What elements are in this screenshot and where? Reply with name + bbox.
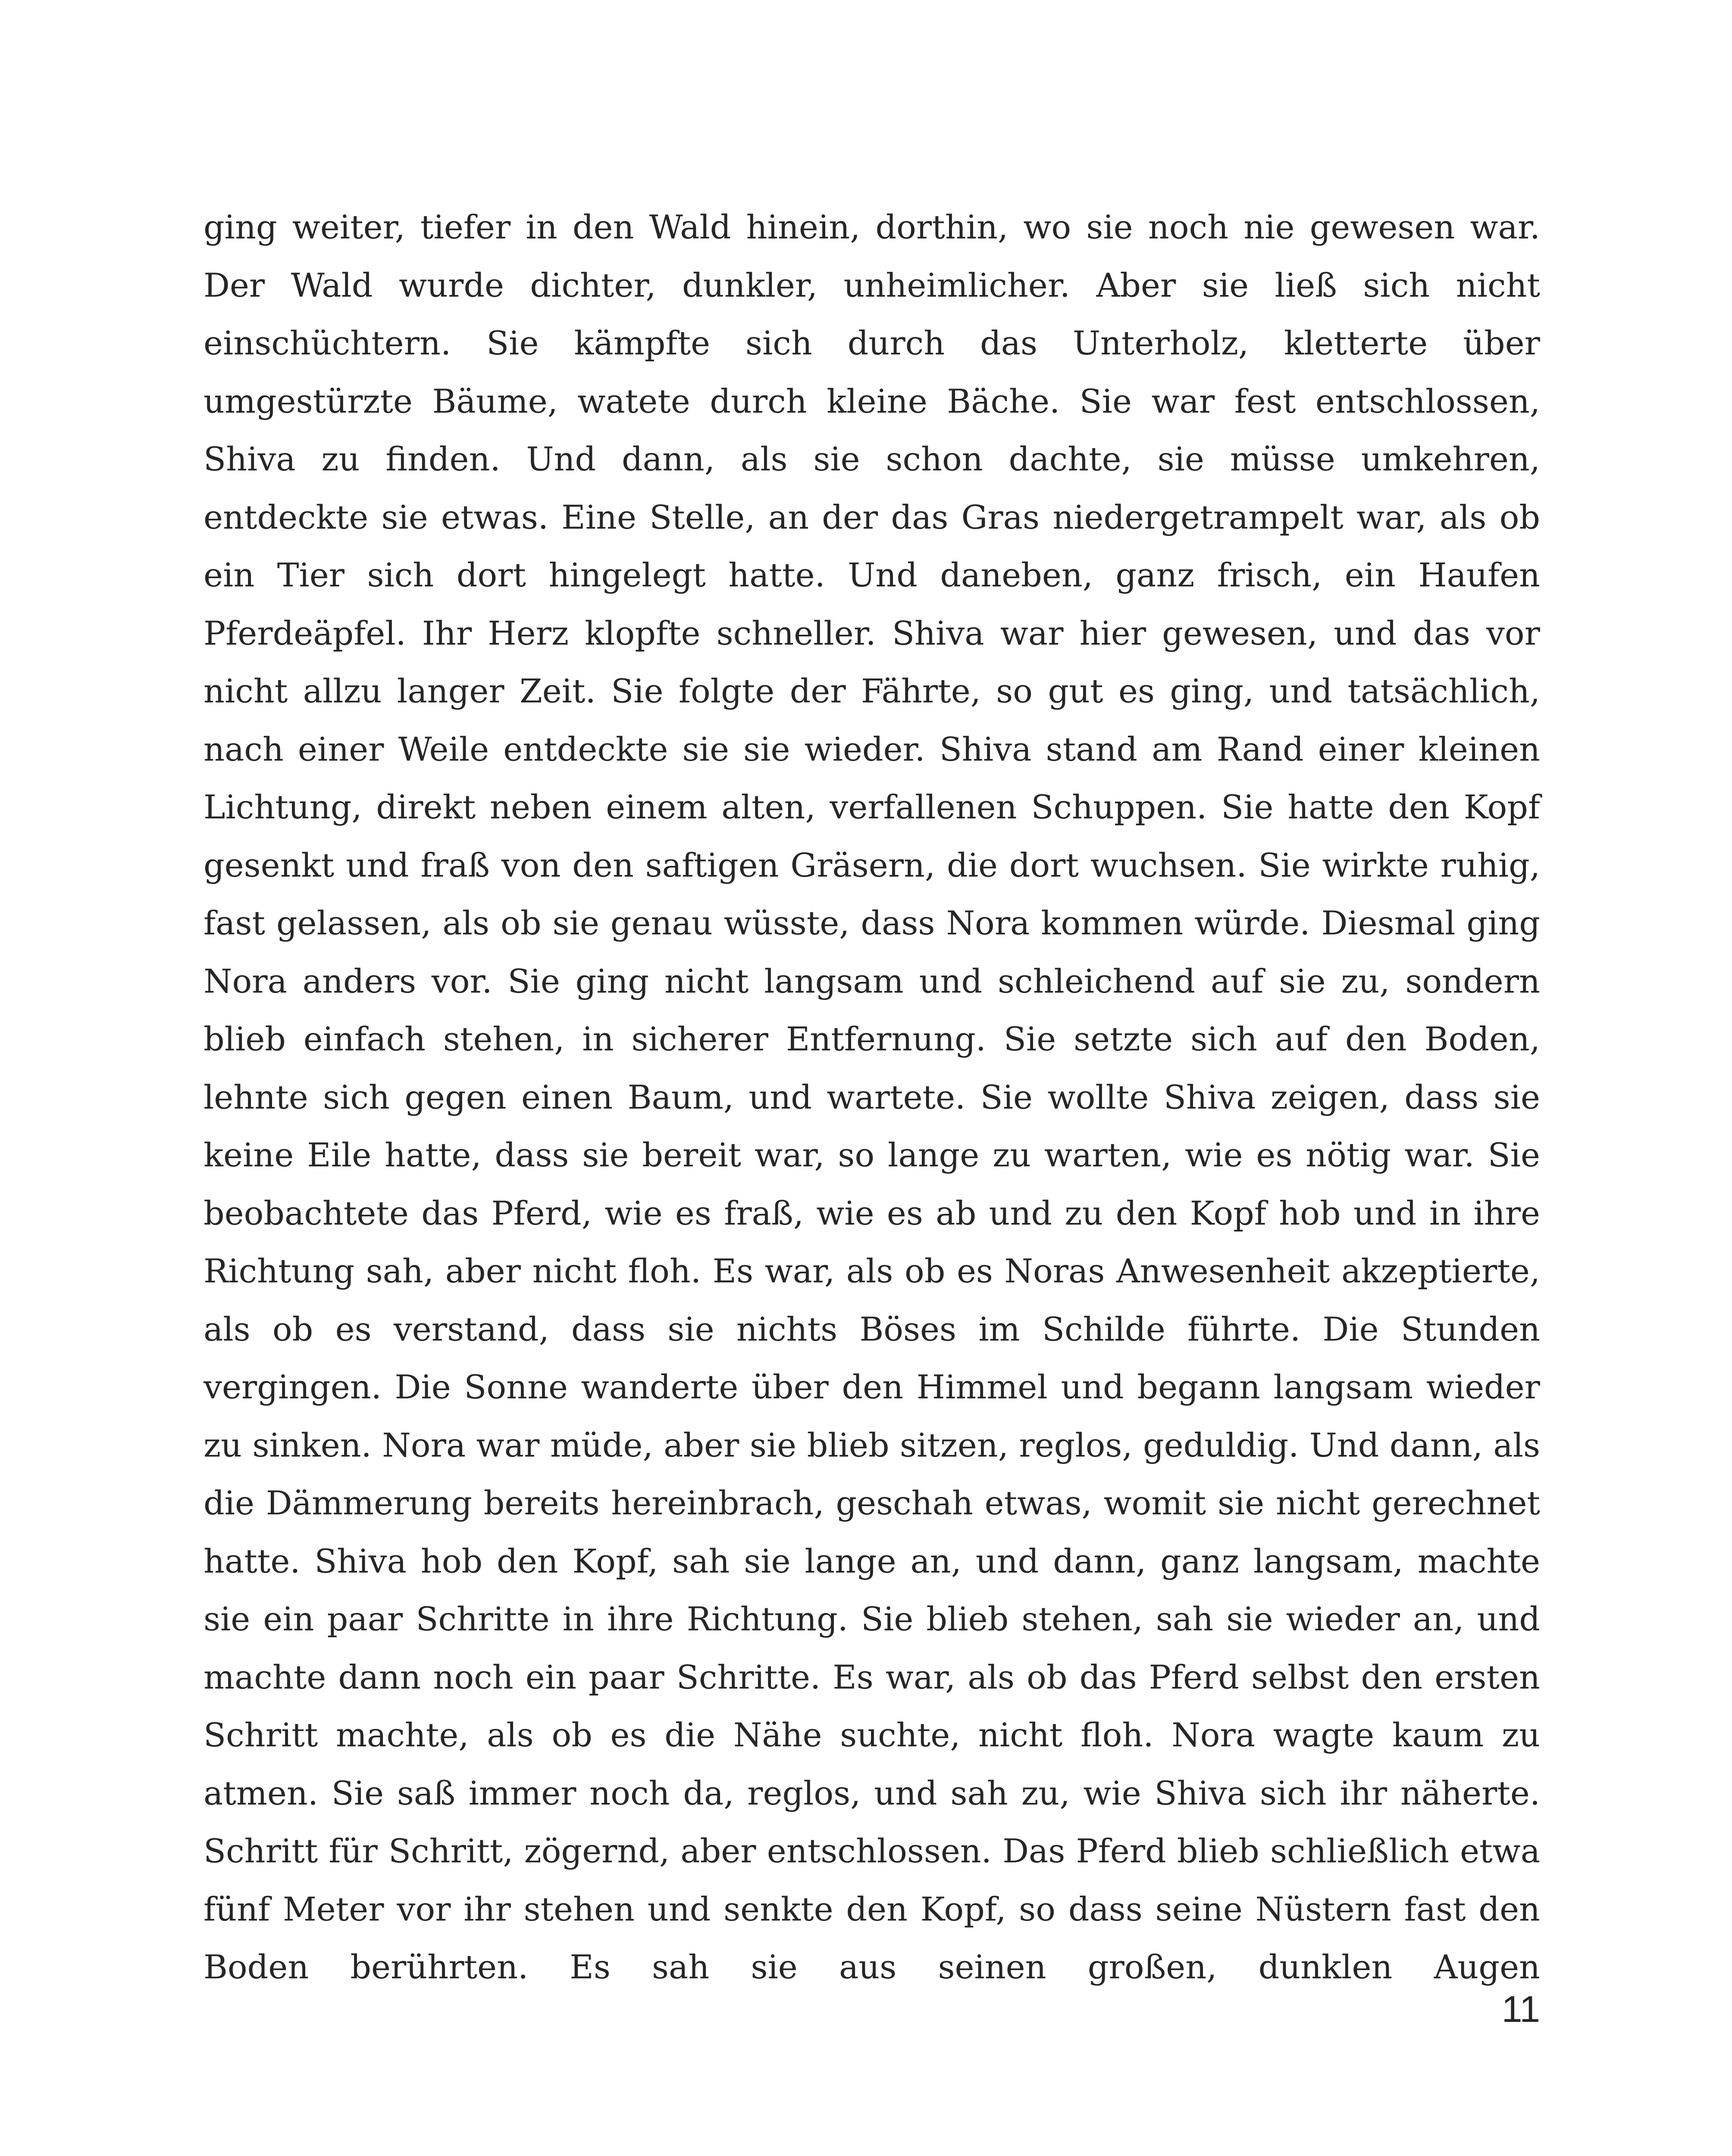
body-paragraph: ging weiter, tiefer in den Wald hinein, dorthin, wo sie noch nie gewesen war. Der Wald wurde dichter, dunkler, unheimlicher. Aber sie ließ sich nicht einschüchtern. Sie kämpfte sich durch das Unterholz, kletterte über umgestürzte Bäume, watete durch kleine Bäche. Sie war fest entschlossen, Shiva zu finden. Und dann, als sie schon dachte, sie müsse umkehren, entdeckte sie etwas. Eine Stelle, an der das Gras niedergetrampelt war, als ob ein Tier sich dort hingelegt hatte. Und daneben, ganz frisch, ein Haufen Pferdeäpfel. Ihr Herz klopfte schneller. Shiva war hier gewesen, und das vor nicht allzu langer Zeit. Sie folgte der Fährte, so gut es ging, und tatsächlich, nach einer Weile entdeckte sie sie wieder. Shiva stand am Rand einer kleinen Lichtung, direkt neben einem alten, verfallenen Schuppen. Sie hatte den Kopf gesenkt und fraß von den saftigen Gräsern, die dort wuchsen. Sie wirkte ruhig, fast gelassen, als ob sie genau wüsste, dass Nora kommen würde. Diesmal ging Nora anders vor. Sie ging nicht langsam und schleichend auf sie zu, sondern blieb einfach stehen, in sicherer Entfernung. Sie setzte sich auf den Boden, lehnte sich gegen einen Baum, und wartete. Sie wollte Shiva zeigen, dass sie keine Eile hatte, dass sie bereit war, so lange zu warten, wie es nötig war. Sie beobachtete das Pferd, wie es fraß, wie es ab und zu den Kopf hob und in ihre Richtung sah, aber nicht floh. Es war, als ob es Noras Anwesenheit akzeptierte, als ob es verstand, dass sie nichts Böses im Schilde führte. Die Stunden vergingen. Die Sonne wanderte über den Himmel und begann langsam wieder zu sinken. Nora war müde, aber sie blieb sitzen, reglos, geduldig. Und dann, als die Dämmerung bereits hereinbrach, geschah etwas, womit sie nicht gerechnet hatte. Shiva hob den Kopf, sah sie lange an, und dann, ganz langsam, machte sie ein paar Schritte in ihre Richtung. Sie blieb stehen, sah sie wieder an, und machte dann noch ein paar Schritte. Es war, als ob das Pferd selbst den ersten Schritt machte, als ob es die Nähe suchte, nicht floh. Nora wagte kaum zu atmen. Sie saß immer noch da, reglos, und sah zu, wie Shiva sich ihr näherte. Schritt für Schritt, zögernd, aber entschlossen. Das Pferd blieb schließlich etwa fünf Meter vor ihr stehen und senkte den Kopf, so dass seine Nüstern fast den Boden berührten. Es sah sie aus seinen großen, dunklen Augen — [204, 208, 1540, 1986]
page-number: 11 — [1501, 1989, 1540, 2030]
